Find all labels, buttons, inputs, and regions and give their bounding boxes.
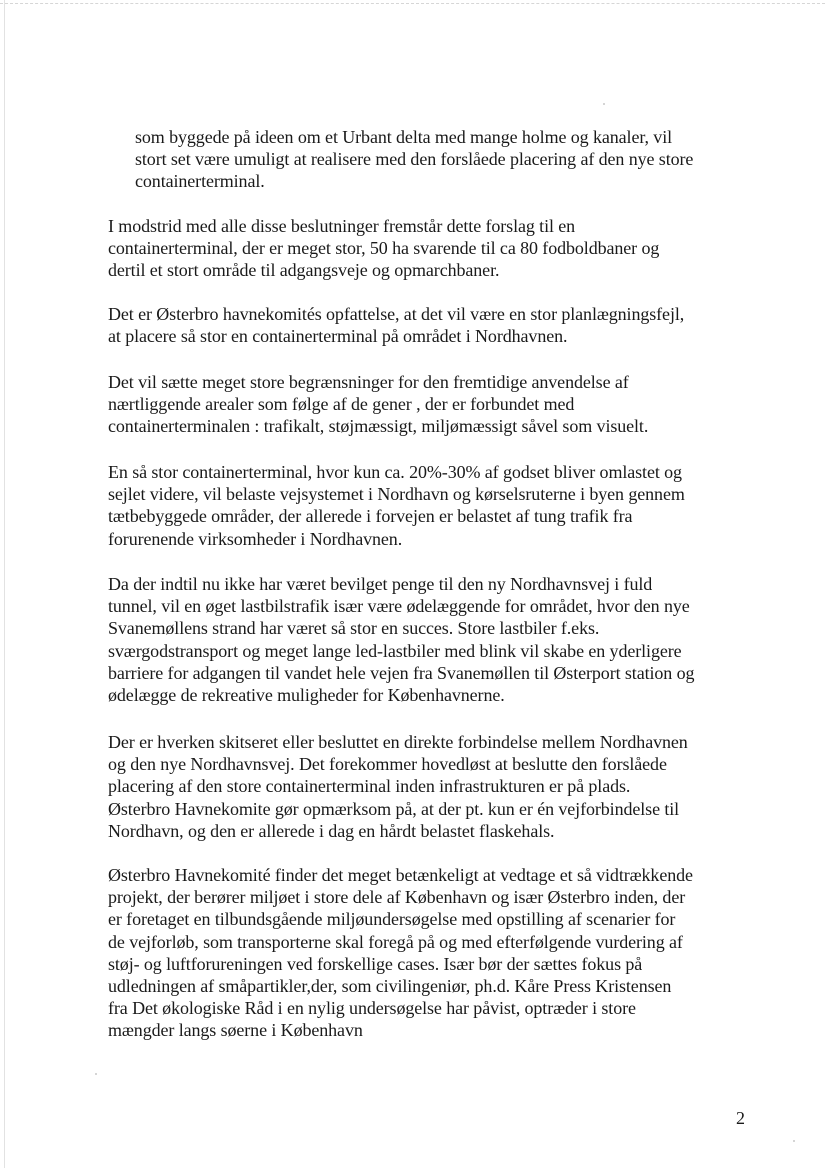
paragraph-planning-error: Det er Østerbro havnekomités opfattelse, at det vil være en stor planlægningsfejl, at placere så stor en containerterminal på området i Nordhavnen. <box>108 304 685 347</box>
paragraph-continuation: som byggede på ideen om et Urbant delta med mange holme og kanaler, vil stort set være umuligt at realisere med den forslåede placering af den nye store containerterminal. <box>135 127 694 192</box>
paragraph-restrictions: Det vil sætte meget store begrænsninger for den fremtidige anvendelse af nærtliggende arealer som følge af de gener , der er forbundet med containerterminalen : trafikalt, støjmæssigt, miljømæssigt såvel som visuelt. <box>108 372 649 437</box>
scan-speck <box>793 1140 795 1142</box>
paragraph-road-load: En så stor containerterminal, hvor kun ca. 20%-30% af godset bliver omlastet og sejlet videre, vil belaste vejsystemet i Nordhavn og kørselsruterne i byen gennem tætbebyggede områder, der allerede i forvejen er belastet af tung trafik fra forurenende virksomheder i Nordhavnen. <box>108 462 685 549</box>
scan-speck <box>603 103 605 105</box>
paragraph-container-terminal-size: I modstrid med alle disse beslutninger fremstår dette forslag til en containerterminal, der er meget stor, 50 ha svarende til ca 80 fodboldbaner og dertil et stort område til adgangsveje og opmarchbaner. <box>108 216 660 281</box>
paragraph-road-connection: Der er hverken skitseret eller besluttet en direkte forbindelse mellem Nordhavnen og den nye Nordhavnsvej. Det forekommer hovedløst at beslutte den forslåede placering af den store containerterminal inden infrastrukturen er på plads. Østerbro Havnekomite gør opmærksom på, at der pt. kun er én vejforbindelse til Nordhavn, og den er allerede i dag en hårdt belastet flaskehals. <box>108 732 688 841</box>
paragraph-truck-traffic: Da der indtil nu ikke har været bevilget penge til den ny Nordhavnsvej i fuld tunnel, vil en øget lastbilstrafik især være ødelæggende for området, hvor den nye Svanemøllens strand har været så stor en succes. Store lastbiler f.eks. sværgodstransport og meget lange led-lastbiler med blink vil skabe en yderligere barriere for adgangen til vandet hele vejen fra Svanemøllen til Østerport station og ødelægge de rekreative muligheder for Københavnerne. <box>108 574 695 706</box>
scan-edge-top <box>0 3 825 4</box>
scan-edge-left <box>4 0 5 1168</box>
scan-speck <box>95 1073 97 1075</box>
page-number: 2 <box>736 1108 745 1128</box>
paragraph-environmental-study: Østerbro Havnekomité finder det meget betænkeligt at vedtage et så vidtrækkende projekt, der berører miljøet i store dele af København og især Østerbro inden, der er foretaget en tilbundsgående miljøundersøgelse med opstilling af scenarier for de vejforløb, som transporterne skal foregå på og med efterfølgende vurdering af støj- og luftforureningen ved forskellige cases. Især bør der sættes fokus på udledningen af småpartikler,der, som civilingeniør, ph.d. Kåre Press Kristensen fra Det økologiske Råd i en nylig undersøgelse har påvist, optræder i store mængder langs søerne i København <box>108 865 693 1041</box>
